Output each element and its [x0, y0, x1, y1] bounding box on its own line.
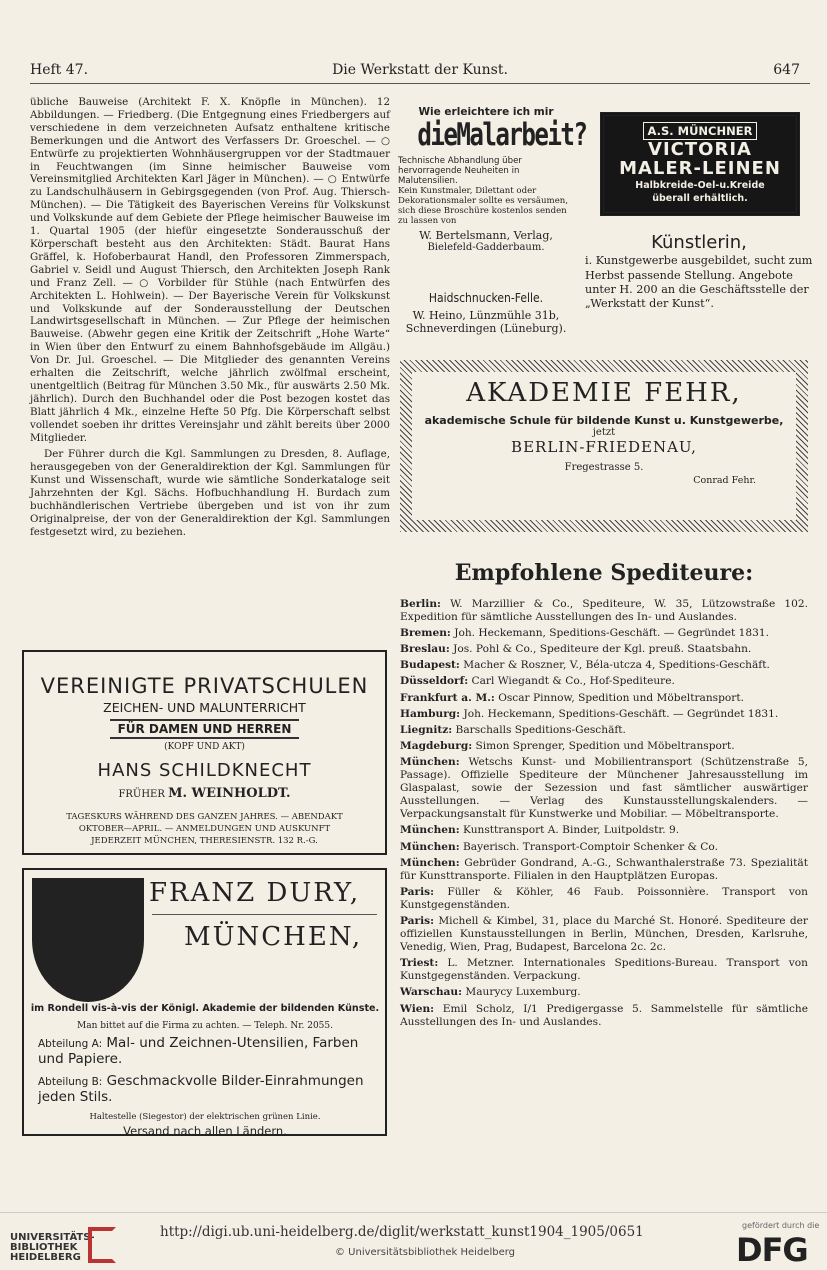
spediteur-text: Gebrüder Gondrand, A.-G., Schwanthalerstraße 73. Spezialität für Kunsttransporte. Filialen in den Hauptplätzen Europas.	[400, 856, 808, 882]
spediteur-city: München:	[400, 755, 460, 768]
spediteur-city: Wien:	[400, 1002, 435, 1015]
ad-dury	[22, 868, 387, 1136]
article-paragraph: übliche Bauweise (Architekt F. X. Knöpfle in München). 12 Abbildungen. — Friedberg. (Die Entgegnung eines Friedbergers auf verschiedene in dem verzeichneten Aufsatz enthaltene kritische Bemerkungen und die Antwort des Verfassers Dr. Groeschel. — ○ Entwürfe zu projektierten Wohnhäusergruppen vor der Stadtmauer in Feuchtwangen (im Sinne heimischer Bauweise vom Vereinsmitglied Architekten Karl Jäger in München). — ○ Entwürfe zu Landschulhäusern in Gebirgsgegenden (von Prof. Aug. Thiersch-München). — Die Tätigkeit des Bayerischen Vereins für Volkskunst und Volkskunde auf dem Gebiete der Pflege heimischer Bauweise im 1. Quartal 1905 (der hiefür eingesetzte Sonderausschuß der Körperschaft besteht aus den Architekten: Städt. Baurat Hans Gräffel, k. Hofoberbaurat Handl, den Professoren Zimmerspach, Gabriel v. Seidl und August Thiersch, den Architekten Joseph Rank und Franz Zell. — ○ Vorbilder für Stühle (nach Entwürfen des Architekten L. Hohlwein). — Der Bayerische Verein für Volkskunst und Volkskunde auf der Sonderausstellung der Deutschen Landwirtsgesellschaft in München. — Zur Pflege der heimischen Bauweise. (Abwehr gegen eine Kritik der Zeitschrift „Hohe Warte“ in Wien über den Entwurf zu einem Bahnhofsgebäude im Allgäu.) Von Dr. Jul. Groeschel. — Die Mitglieder des genannten Vereins erhalten die Zeitschrift, welche jährlich zwölfmal erscheint, unentgeltlich (Beitrag für München 3.50 Mk., für auswärts 2.50 Mk. jährlich). Durch den Buchhandel oder die Post bezogen kostet das Blatt jährlich 4 Mk., einzelne Hefte 50 Pfg. Die Körperschaft selbst vollendet soeben ihr drittes Vereinsjahr und zählt bereits über 2000 Mitglieder.	[30, 96, 390, 444]
ad-title: Künstlerin,	[651, 232, 747, 253]
ad-subtitle: akademische Schule für bildende Kunst u. Kunstgewerbe,	[424, 414, 784, 427]
ad-title: VICTORIA	[648, 139, 752, 160]
spediteur-entry	[400, 957, 808, 983]
spediteur-entry	[400, 824, 808, 837]
spediteur-entry	[400, 643, 808, 656]
spediteur-text: Jos. Pohl & Co., Spediteure der Kgl. preuß. Staatsbahn.	[453, 643, 752, 656]
ad-city: BERLIN-FRIEDENAU,	[511, 438, 697, 456]
ad-victoria	[600, 112, 800, 216]
spediteur-city: Warschau:	[400, 986, 463, 999]
spediteur-text: Bayerisch. Transport-Comptoir Schenker & Co.	[463, 840, 718, 853]
spediteur-entry	[400, 708, 808, 721]
spediteur-entry	[400, 886, 808, 912]
spediteur-text: W. Marzillier & Co., Spediteure, W. 35, Lützowstraße 102. Expedition für sämtliche Ausstellungen des In- und Auslandes.	[400, 598, 808, 624]
ad-transit: Haltestelle (Siegestor) der elektrischen grünen Linie.	[89, 1112, 321, 1122]
ad-address: Schneverdingen (Lüneburg).	[405, 322, 567, 335]
ad-info-line: OKTOBER—APRIL. — ANMELDUNGEN UND AUSKUNFT	[78, 824, 331, 834]
ad-text: i. Kunstgewerbe ausgebildet, sucht zum Herbst passende Stellung. Angebote unter H. 200 an die Geschäftsstelle der „Werkstatt der Kunst“.	[585, 254, 813, 311]
spediteur-text: Joh. Heckemann, Speditions-Geschäft. — Gegründet 1831.	[463, 707, 779, 720]
ad-info	[24, 811, 385, 847]
spediteur-entry	[400, 756, 808, 821]
spediteur-city: Triest:	[400, 957, 439, 970]
department-label: Abteilung B:	[38, 1076, 103, 1088]
spediteur-text: Emil Scholz, I/1 Predigergasse 5. Sammelstelle für sämtliche Ausstellungen des In- und Auslandes.	[400, 1002, 809, 1028]
spediteur-entry	[400, 627, 808, 640]
library-name: BIBLIOTHEK	[10, 1242, 78, 1253]
ad-owner: Conrad Fehr.	[693, 475, 756, 486]
divider	[152, 914, 377, 915]
spediteur-text: Kunsttransport A. Binder, Luitpoldstr. 9.	[463, 824, 680, 837]
spediteur-text: Oscar Pinnow, Spedition und Möbeltransport.	[498, 691, 744, 704]
library-name: UNIVERSITÄTS-	[10, 1232, 95, 1243]
spediteur-entry	[400, 659, 808, 672]
ad-audience: FÜR DAMEN UND HERREN	[110, 719, 300, 739]
spediteur-city: München:	[400, 856, 460, 869]
page-number: 647	[773, 62, 800, 78]
spediteur-entry	[400, 841, 808, 854]
spediteur-city: München:	[400, 824, 460, 837]
library-mark-icon	[88, 1227, 116, 1263]
ad-location: im Rondell vis-à-vis der Königl. Akademie der bildenden Künste.	[30, 1003, 380, 1014]
ad-tagline: überall erhältlich.	[652, 193, 748, 204]
ad-seller: W. Heino, Lünzmühle 31b,	[412, 309, 560, 322]
ad-detail: (KOPF UND AKT)	[164, 742, 245, 752]
spediteur-text: L. Metzner. Internationales Speditions-Bureau. Transport von Kunstgegenständen. Verpackung.	[400, 957, 808, 983]
ad-department-b	[38, 1074, 378, 1105]
ad-heidschnucken	[398, 291, 574, 335]
dury-emblem-icon	[32, 878, 144, 1002]
ad-shipping: Versand nach allen Ländern.	[123, 1124, 287, 1138]
ad-subtitle: Technische Abhandlung über hervorragende Neuheiten in Malutensilien.	[398, 156, 522, 186]
spediteur-entry	[400, 986, 808, 999]
spediteur-text: Carl Wiegandt & Co., Hof-Spediteure.	[471, 675, 675, 688]
ad-city: MÜNCHEN,	[184, 922, 363, 952]
spediteur-city: Liegnitz:	[400, 723, 453, 736]
ad-publisher: W. Bertelsmann, Verlag,	[419, 229, 553, 242]
spediteur-text: Joh. Heckemann, Speditions-Geschäft. — Gegründet 1831.	[454, 627, 769, 640]
spediteur-entry	[400, 675, 808, 688]
spediteur-entry	[400, 857, 808, 883]
spediteur-city: Magdeburg:	[400, 739, 473, 752]
spediteur-city: Breslau:	[400, 643, 450, 656]
page-header	[30, 62, 810, 84]
spediteur-city: Budapest:	[400, 659, 460, 672]
library-name: HEIDELBERG	[10, 1252, 81, 1263]
spediteur-entry	[400, 1003, 808, 1029]
journal-title: Die Werkstatt der Kunst.	[332, 62, 508, 78]
ad-street: Fregestrasse 5.	[564, 462, 644, 473]
footer	[0, 1212, 827, 1270]
ad-title: FRANZ DURY,	[149, 878, 361, 908]
ad-department-a	[38, 1036, 378, 1067]
spediteur-city: Düsseldorf:	[400, 675, 469, 688]
former-label: FRÜHER	[118, 789, 165, 800]
ad-question: Wie erleichtere ich mir	[418, 106, 554, 118]
ad-title-2: MALER-LEINEN	[619, 158, 781, 179]
spediteur-text: Macher & Roszner, V., Béla-utcza 4, Speditions-Geschäft.	[463, 659, 770, 672]
department-text: Mal- und Zeichnen-Utensilien, Farben und Papiere.	[38, 1035, 359, 1067]
spediteur-city: Berlin:	[400, 598, 441, 610]
spediteur-city: Paris:	[400, 914, 435, 927]
spediteur-entry	[400, 692, 808, 705]
department-label: Abteilung A:	[38, 1038, 103, 1050]
ad-kuenstlerin	[585, 232, 813, 311]
ad-privatschulen	[22, 650, 387, 855]
spediteur-text: Barschalls Speditions-Geschäft.	[455, 723, 626, 736]
permalink[interactable]: http://digi.ub.uni-heidelberg.de/diglit/werkstatt_kunst1904_1905/0651	[160, 1224, 644, 1240]
left-article	[30, 96, 390, 540]
spediteur-text: Wetschs Kunst- und Mobilientransport (Schützenstraße 5, Passage). Offizielle Spediteure der Münchener Jahresausstellung im Glaspalast, sowie der Sezession und fast sämtlicher auswärtiger Ausstellungen. — Verlag des Kunstausstellungskalenders. — Verpackungsanstalt für Kunstwerke und Mobiliar. — Möbeltransporte.	[400, 755, 808, 821]
ad-subtitle: Halbkreide-Oel-u.Kreide	[635, 180, 765, 191]
library-logo	[10, 1233, 95, 1263]
copyright: © Universitätsbibliothek Heidelberg	[335, 1247, 516, 1258]
spediteur-city: Hamburg:	[400, 707, 461, 720]
spediteur-city: Paris:	[400, 885, 435, 898]
dfg-label: gefördert durch die	[742, 1221, 820, 1230]
spediteur-entry	[400, 598, 808, 624]
spediteur-city: Frankfurt a. M.:	[400, 691, 495, 704]
ad-phone: Man bittet auf die Firma zu achten. — Teleph. Nr. 2055.	[77, 1021, 333, 1031]
issue-number: Heft 47.	[30, 62, 89, 78]
spediteur-text: Simon Sprenger, Spedition und Möbeltransport.	[475, 739, 735, 752]
ad-title: Haidschnucken-Felle.	[428, 291, 544, 305]
spediteur-text: Füller & Köhler, 46 Faub. Poissonnière. Transport von Kunstgegenständen.	[400, 885, 809, 911]
ad-former	[24, 786, 385, 801]
ad-title: AKADEMIE FEHR,	[466, 378, 742, 408]
ad-owner: HANS SCHILDKNECHT	[97, 760, 312, 781]
spediteure-list	[400, 598, 808, 1032]
former-name: M. WEINHOLDT.	[168, 786, 291, 801]
ad-subtitle: ZEICHEN- UND MALUNTERRICHT	[103, 700, 306, 715]
spediteur-city: Bremen:	[400, 627, 451, 640]
article-paragraph: Der Führer durch die Kgl. Sammlungen zu Dresden, 8. Auflage, herausgegeben von der Generaldirektion der Kgl. Sammlungen für Kunst und Wissenschaft, wurde wie sämtliche Sonderkataloge seit Jahrzehnten der Kgl. Sächs. Hofbuchhandlung H. Burdach zum buchhändlerischen Vertriebe übergeben und ist von ihr zum Originalpreise, der von der Generaldirektion der Kgl. Sammlungen festgesetzt wird, zu beziehen.	[30, 448, 390, 538]
dfg-logo: DFG	[736, 1231, 808, 1269]
spediteur-entry	[400, 915, 808, 954]
ad-address: Bielefeld-Gadderbaum.	[427, 242, 545, 253]
ad-title: dieMalarbeit?	[417, 117, 587, 153]
ad-title: VEREINIGTE PRIVATSCHULEN	[40, 674, 369, 698]
spediteur-entry	[400, 740, 808, 753]
department-text: Geschmackvolle Bilder-Einrahmungen jeden Stils.	[38, 1073, 364, 1105]
spediteur-entry	[400, 724, 808, 737]
ad-akademie-fehr	[400, 360, 808, 532]
spediteur-city: München:	[400, 840, 460, 853]
spediteur-text: Maurycy Luxemburg.	[465, 986, 581, 999]
spediteure-title: Empfohlene Spediteure:	[454, 560, 754, 586]
ad-text: Kein Kunstmaler, Dilettant oder Dekorationsmaler sollte es versäumen, sich diese Broschüre kostenlos senden zu lassen von	[398, 186, 569, 226]
ad-now: jetzt	[592, 427, 616, 438]
ad-info-line: TAGESKURS WÄHREND DES GANZEN JAHRES. — ABENDAKT	[66, 812, 343, 822]
ad-info-line: JEDERZEIT MÜNCHEN, THERESIENSTR. 132 R.-G.	[91, 836, 318, 846]
ad-brand: A.S. MÜNCHNER	[643, 122, 758, 140]
ad-malarbeit	[398, 106, 587, 253]
spediteur-text: Michell & Kimbel, 31, place du Marché St. Honoré. Spediteure der offiziellen Kunstausstellungen in Berlin, München, Dresden, Karlsruhe, Venedig, Wien, Prag, Budapest, Barcelona 2c. 2c.	[400, 914, 808, 954]
